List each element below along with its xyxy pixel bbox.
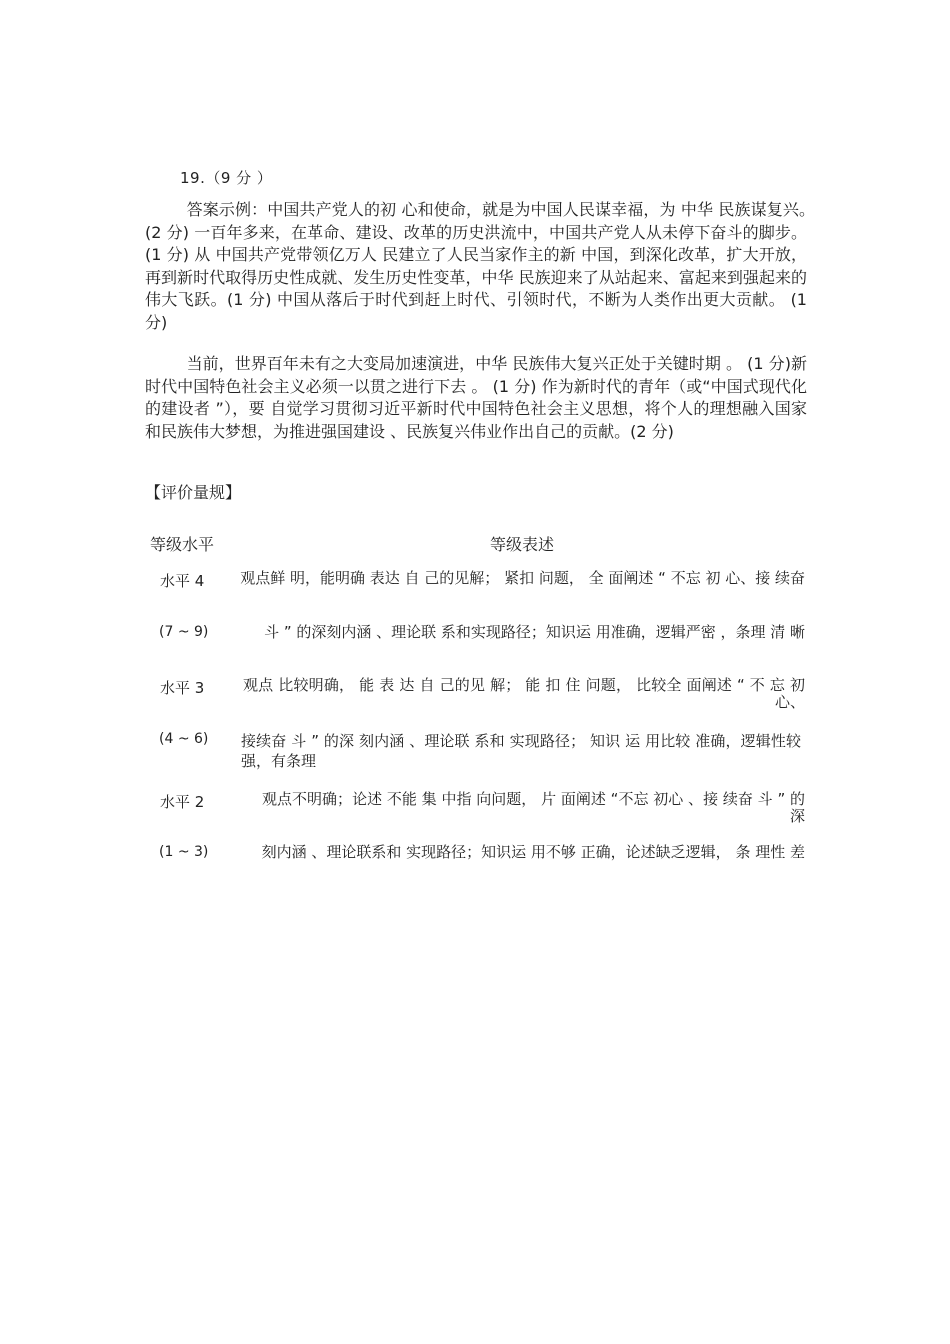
rubric-level-3: 水平 3	[160, 679, 205, 697]
question-number: 19.（9 分 ）	[180, 169, 273, 187]
rubric-level-4-desc-line2: 斗 ” 的深刻内涵 、理论联 系和实现路径；知识运 用准确，逻辑严密 ，条理 清 晰	[264, 623, 805, 641]
rubric-level-4: 水平 4	[160, 572, 205, 590]
rubric-level-2-desc-line1: 观点不明确；论述 不能 集 中指 向问题， 片 面阐述 “不忘 初心 、接 续奋 斗 ” 的深	[262, 790, 805, 825]
rubric-level-3-desc-line2: 接续奋 斗 ” 的深 刻内涵 、理论联 系和 实现路径； 知识 运 用比较 准确，逻辑性较强，有条理	[241, 732, 801, 770]
rubric-level-2: 水平 2	[160, 793, 205, 811]
rubric-title: 【评价量规】	[145, 483, 242, 502]
answer-paragraph-1: 答案示例：中国共产党人的初 心和使命，就是为中国人民谋幸福，为 中华 民族谋复兴。 (2 分) 一百年多来，在革命、建设、改革的历史洪流中，中国共产党人从未停下奋斗的脚步。 (1 分) 从 中国共产党带领亿万人 民建立了人民当家作主的新 中国，到深化改革，扩大开放，再到新时代取得历史性成就、发生历史性变革，中华 民族迎来了从站起来、富起来到强起来的伟大飞跃。(1 分) 中国从落后于时代到赶上时代、引领时代，不断为人类作出更大贡献。 (1 分)	[145, 200, 856, 332]
rubric-level-2-desc-line2: 刻内涵 、理论联系和 实现路径；知识运 用不够 正确，论述缺乏逻辑， 条 理性 差	[261, 843, 805, 861]
rubric-level-4-range: (7 ~ 9)	[159, 624, 209, 640]
rubric-level-3-desc-line1: 观点 比较明确， 能 表 达 自 己的见 解； 能 扣 住 问题， 比较全 面阐述 “ 不 忘 初心、	[243, 676, 805, 711]
rubric-header-level: 等级水平	[150, 535, 215, 554]
rubric-level-4-desc-line1: 观点鲜 明，能明确 表达 自 己的见解； 紧扣 问题， 全 面阐述 “ 不忘 初 心、接 续奋	[240, 569, 805, 587]
answer-paragraph-2: 当前，世界百年未有之大变局加速演进，中华 民族伟大复兴正处于关键时期 。 (1 分)新时代中国特色社会主义必须一以贯之进行下去 。 (1 分) 作为新时代的青年（或“中国式现代化的建设者 ”），要 自觉学习贯彻习近平新时代中国特色社会主义思想，将个人的理想融入国家和民族伟大梦想，为推进强国建设 、民族复兴伟业作出自己的贡献。(2 分)	[145, 354, 807, 441]
rubric-level-2-range: (1 ~ 3)	[159, 844, 209, 860]
rubric-header-description: 等级表述	[490, 535, 555, 554]
rubric-level-3-range: (4 ~ 6)	[159, 731, 209, 747]
